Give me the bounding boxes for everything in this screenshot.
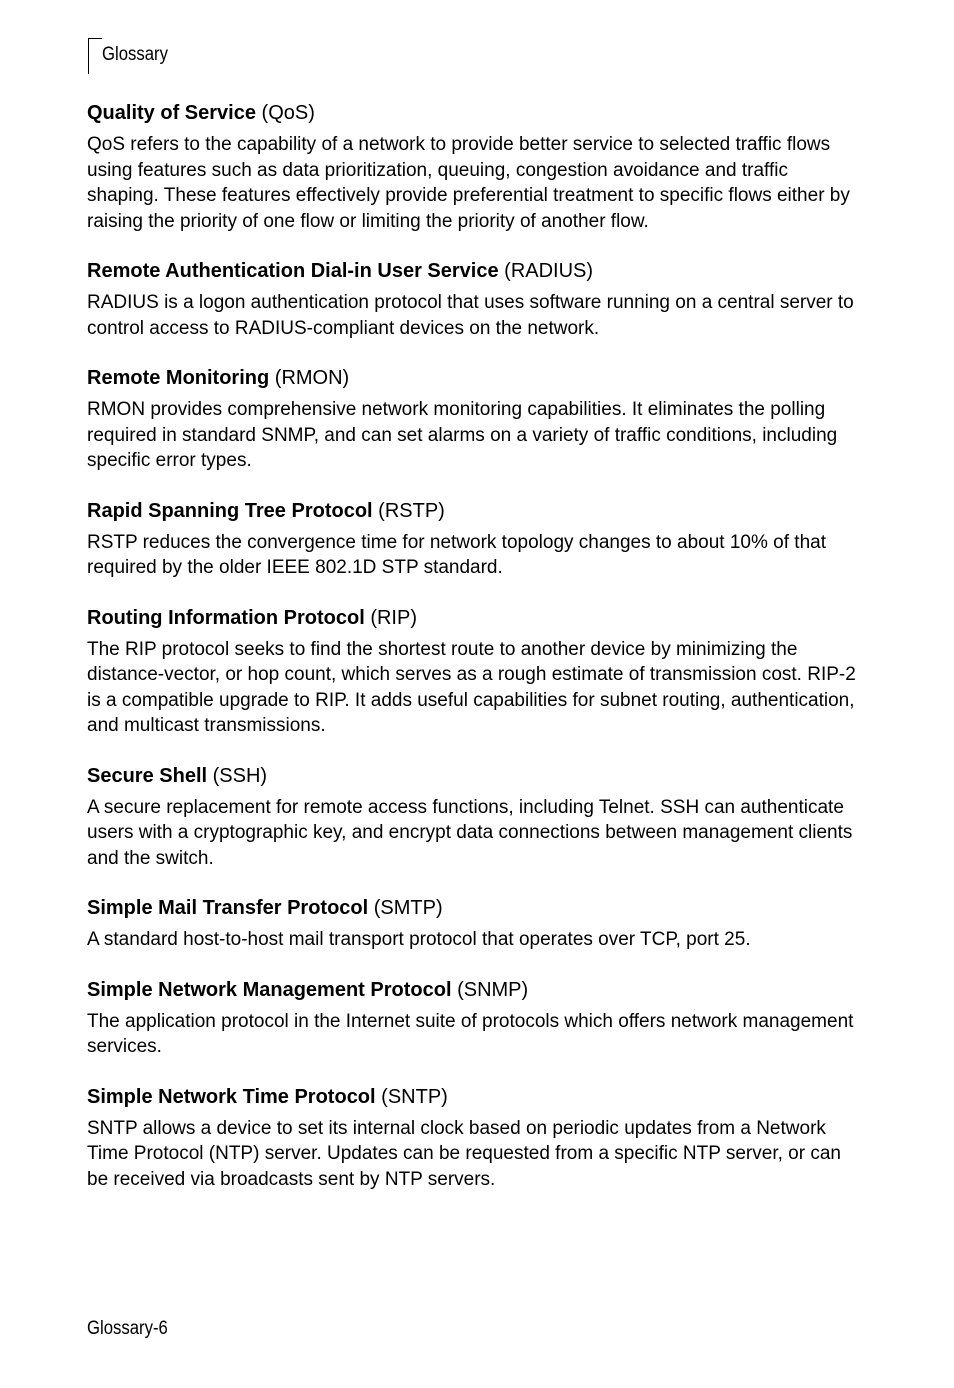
term-name: Simple Mail Transfer Protocol xyxy=(87,897,369,919)
glossary-term xyxy=(87,606,857,631)
term-abbreviation: (RSTP) xyxy=(378,499,445,522)
glossary-term xyxy=(87,1085,857,1110)
glossary-term xyxy=(87,101,857,126)
term-definition: A secure replacement for remote access functions, including Telnet. SSH can authenticate users with a cryptographic key, and encrypt data connections between management clients and the switch. xyxy=(87,796,853,869)
term-definition: A standard host-to-host mail transport protocol that operates over TCP, port 25. xyxy=(87,929,751,950)
term-name: Routing Information Protocol xyxy=(87,606,365,629)
running-head: Glossary xyxy=(102,44,168,65)
term-name: Simple Network Management Protocol xyxy=(87,978,452,1001)
term-name: Simple Network Time Protocol xyxy=(87,1085,376,1108)
glossary-entry-radius xyxy=(87,259,857,341)
term-name: Remote Monitoring xyxy=(87,367,270,389)
glossary-term xyxy=(87,764,857,789)
term-definition: The RIP protocol seeks to find the shortest route to another device by minimizing the distance-vector, or hop count, which serves as a rough estimate of transmission cost. RIP-2 is a compatible upgrade to RIP. It adds useful capabilities for subnet routing, authentication, and multicast transmissions. xyxy=(87,638,856,736)
term-definition: QoS refers to the capability of a network to provide better service to selected traffic flows using features such as data prioritization, queuing, congestion avoidance and traffic shaping. These features effectively provide preferential treatment to specific flows either by raising the priority of one flow or limiting the priority of another flow. xyxy=(87,134,850,232)
term-definition: SNTP allows a device to set its internal clock based on periodic updates from a Network Time Protocol (NTP) server. Updates can be requested from a specific NTP server, or can be received via broadcasts sent by NTP servers. xyxy=(87,1117,841,1190)
glossary-term xyxy=(87,366,857,391)
term-abbreviation: (QoS) xyxy=(261,102,315,124)
glossary-entry-qos xyxy=(87,101,857,234)
term-abbreviation: (SMTP) xyxy=(373,897,443,919)
glossary-term xyxy=(87,978,857,1003)
glossary-entry-rstp xyxy=(87,499,857,581)
header-rule xyxy=(88,38,89,74)
glossary-content xyxy=(87,101,857,1217)
term-abbreviation: (RMON) xyxy=(274,367,350,389)
glossary-entry-ssh xyxy=(87,764,857,872)
glossary-entry-sntp xyxy=(87,1085,857,1193)
term-definition: RADIUS is a logon authentication protocol that uses software running on a central server to control access to RADIUS-compliant devices on the network. xyxy=(87,292,854,339)
glossary-entry-smtp xyxy=(87,896,857,953)
glossary-entry-rip xyxy=(87,606,857,739)
header-rule-tick xyxy=(88,38,102,39)
term-definition: RSTP reduces the convergence time for network topology changes to about 10% of that required by the older IEEE 802.1D STP standard. xyxy=(87,531,826,578)
term-name: Quality of Service xyxy=(87,102,256,124)
term-abbreviation: (RIP) xyxy=(370,606,417,629)
term-abbreviation: (SNMP) xyxy=(457,978,529,1001)
page-number: Glossary-6 xyxy=(87,1318,168,1339)
term-name: Remote Authentication Dial-in User Service xyxy=(87,260,499,282)
glossary-entry-rmon xyxy=(87,366,857,474)
term-abbreviation: (SSH) xyxy=(212,764,268,787)
term-definition: RMON provides comprehensive network monitoring capabilities. It eliminates the polling required in standard SNMP, and can set alarms on a variety of traffic conditions, including specific error types. xyxy=(87,399,838,471)
glossary-term xyxy=(87,499,857,524)
glossary-entry-snmp xyxy=(87,978,857,1060)
term-abbreviation: (SNTP) xyxy=(381,1085,448,1108)
glossary-term xyxy=(87,896,857,921)
term-abbreviation: (RADIUS) xyxy=(504,260,594,282)
term-definition: The application protocol in the Internet suite of protocols which offers network management services. xyxy=(87,1010,854,1057)
term-name: Secure Shell xyxy=(87,764,208,787)
term-name: Rapid Spanning Tree Protocol xyxy=(87,499,373,522)
glossary-term xyxy=(87,259,857,284)
